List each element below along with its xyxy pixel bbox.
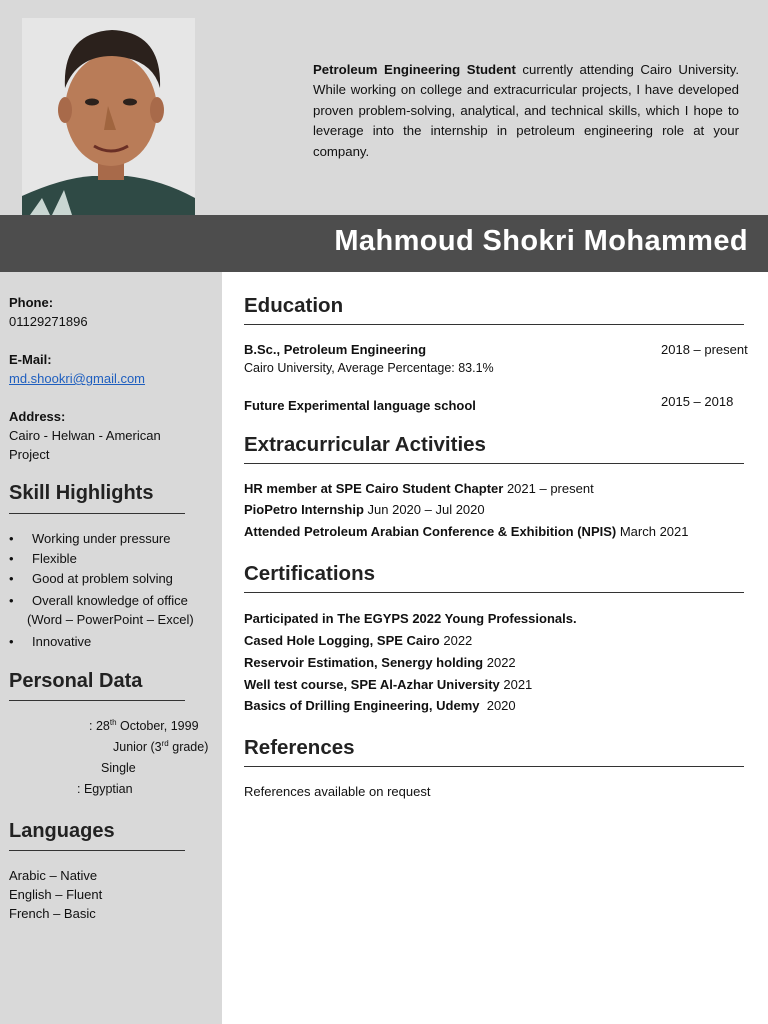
header-band xyxy=(0,0,768,215)
sidebar xyxy=(0,272,222,1024)
education-rule xyxy=(244,324,744,325)
certification-item: Well test course, SPE Al-Azhar University 2021 xyxy=(244,677,533,692)
activity-item: PioPetro Internship Jun 2020 – Jul 2020 xyxy=(244,502,485,517)
profile-photo xyxy=(22,18,195,215)
languages-heading: Languages xyxy=(9,820,115,842)
email-link[interactable]: md.shookri@gmail.com xyxy=(9,371,146,386)
references-text: References available on request xyxy=(244,784,431,799)
education-dates: 2018 – present xyxy=(661,342,748,357)
activity-item: Attended Petroleum Arabian Conference & Exhibition (NPIS) March 2021 xyxy=(244,524,689,539)
certifications-heading: Certifications xyxy=(244,562,375,585)
address-line-2: Project xyxy=(9,447,50,462)
education-heading: Education xyxy=(244,294,344,317)
skill-item: • Flexible xyxy=(9,549,194,568)
nationality: : Egyptian xyxy=(77,782,133,796)
address-label: Address: xyxy=(9,409,66,424)
education-detail: Cairo University, Average Percentage: 83.1% xyxy=(244,361,494,375)
name-bar xyxy=(0,215,768,272)
marital-status: Single xyxy=(101,761,136,775)
language-item: English – Fluent xyxy=(9,887,103,902)
email-label: E-Mail: xyxy=(9,352,52,367)
education-degree: B.Sc., Petroleum Engineering xyxy=(244,342,427,357)
academic-level: Junior (3rd grade) xyxy=(113,739,209,755)
activities-heading: Extracurricular Activities xyxy=(244,433,486,456)
activity-item: HR member at SPE Cairo Student Chapter 2021 – present xyxy=(244,481,594,496)
languages-rule xyxy=(9,850,185,851)
references-heading: References xyxy=(244,736,355,759)
language-item: Arabic – Native xyxy=(9,868,98,883)
intro-paragraph xyxy=(313,60,739,162)
education-school: Future Experimental language school xyxy=(244,398,476,413)
skill-item: • Good at problem solving xyxy=(9,569,194,588)
skill-item-detail: (Word – PowerPoint – Excel) xyxy=(27,612,194,627)
skill-item: • Overall knowledge of office xyxy=(9,591,194,610)
intro-text: currently attending Cairo University. While working on college and extracurricular projects, I have developed proven problem-solving, analytical, and technical skills, which I hope to leverage into the internship in petroleum engineering role at your company. xyxy=(313,62,739,159)
skill-item: • Working under pressure xyxy=(9,529,194,548)
address-line-1: Cairo - Helwan - American xyxy=(9,428,161,443)
dob-value: : 28th October, 1999 xyxy=(89,718,199,734)
skills-heading: Skill Highlights xyxy=(9,482,154,504)
education-dates: 2015 – 2018 xyxy=(661,394,734,409)
full-name: Mahmoud Shokri Mohammed xyxy=(334,225,748,257)
certifications-rule xyxy=(244,592,744,593)
personal-heading: Personal Data xyxy=(9,670,143,692)
certification-item: Reservoir Estimation, Senergy holding 2022 xyxy=(244,655,516,670)
phone-value: 01129271896 xyxy=(9,314,88,329)
intro-bold: Petroleum Engineering Student xyxy=(313,62,516,77)
language-item: French – Basic xyxy=(9,906,96,921)
certification-item: Basics of Drilling Engineering, Udemy 2020 xyxy=(244,698,516,713)
certification-item: Cased Hole Logging, SPE Cairo 2022 xyxy=(244,633,473,648)
personal-rule xyxy=(9,700,185,701)
references-rule xyxy=(244,766,744,767)
activities-rule xyxy=(244,463,744,464)
phone-label: Phone: xyxy=(9,295,54,310)
skill-item: • Innovative xyxy=(9,632,194,651)
skills-list xyxy=(9,529,194,651)
skills-rule xyxy=(9,513,185,514)
certification-item: Participated in The EGYPS 2022 Young Professionals. xyxy=(244,611,577,626)
